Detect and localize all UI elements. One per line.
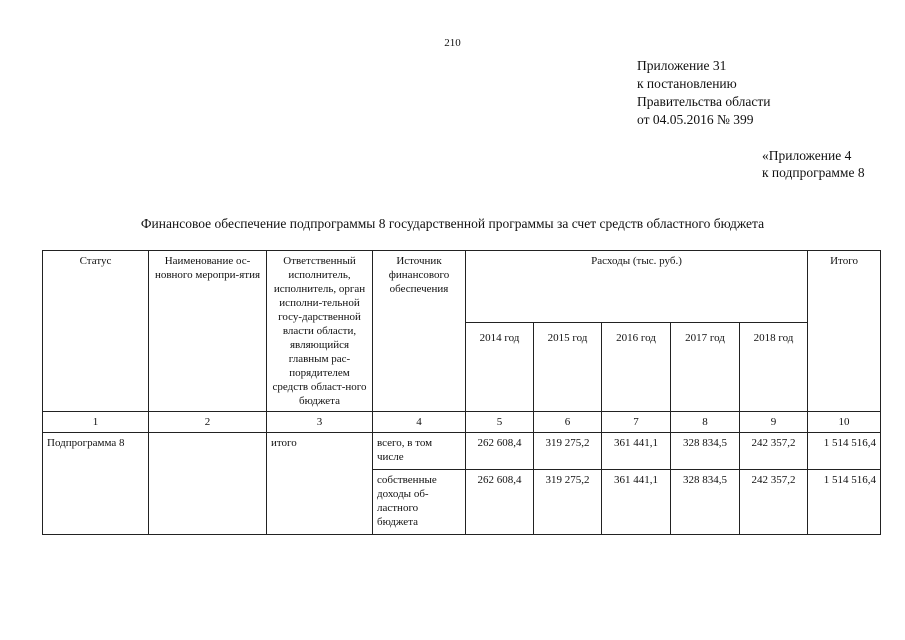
header-year: 2016 год [602,322,671,411]
row-funding-source: всего, в том числе [373,433,466,470]
appendix-block [637,57,770,129]
row-value: 328 834,5 [671,433,740,470]
row-total: 1 514 516,4 [808,433,881,470]
column-number: 5 [466,412,534,433]
row-status: Подпрограмма 8 [43,433,149,535]
row-executor: итого [267,433,373,535]
header-status: Статус [43,251,149,412]
header-executor: Ответственный исполнитель, исполнитель, орган исполни-тельной госу-дарственной власти области, являющийся главным рас-порядителем средств област-ного бюджета [267,251,373,412]
row-total: 1 514 516,4 [808,470,881,535]
header-row [43,251,881,323]
row-activity-name [149,433,267,535]
column-number-row [43,412,881,433]
header-expenses: Расходы (тыс. руб.) [466,251,808,323]
column-number: 9 [740,412,808,433]
column-number: 4 [373,412,466,433]
row-value: 361 441,1 [602,433,671,470]
appendix-line: к подпрограмме 8 [762,165,865,180]
header-year: 2015 год [534,322,602,411]
appendix-line: «Приложение 4 [762,148,852,163]
header-activity-name: Наименование ос-новного меропри-ятия [149,251,267,412]
row-value: 361 441,1 [602,470,671,535]
subprogram-appendix-block [762,147,865,181]
appendix-line: от 04.05.2016 № 399 [637,112,754,127]
document-title: Финансовое обеспечение подпрограммы 8 государственной программы за счет средств областного бюджета [140,216,765,231]
header-year: 2014 год [466,322,534,411]
header-funding-source: Источник финансового обеспечения [373,251,466,412]
row-value: 242 357,2 [740,470,808,535]
column-number: 2 [149,412,267,433]
row-funding-source: собственные доходы об-ластного бюджета [373,470,466,535]
column-number: 7 [602,412,671,433]
column-number: 10 [808,412,881,433]
header-year: 2017 год [671,322,740,411]
column-number: 3 [267,412,373,433]
column-number: 8 [671,412,740,433]
appendix-line: к постановлению [637,76,737,91]
appendix-line: Правительства области [637,94,771,109]
appendix-line: Приложение 31 [637,58,727,73]
row-value: 262 608,4 [466,433,534,470]
table-row [43,433,881,470]
header-total: Итого [808,251,881,412]
page-number: 210 [444,37,461,49]
row-value: 319 275,2 [534,433,602,470]
row-value: 242 357,2 [740,433,808,470]
column-number: 1 [43,412,149,433]
column-number: 6 [534,412,602,433]
row-value: 262 608,4 [466,470,534,535]
financing-table [42,250,881,535]
header-year: 2018 год [740,322,808,411]
row-value: 328 834,5 [671,470,740,535]
row-value: 319 275,2 [534,470,602,535]
